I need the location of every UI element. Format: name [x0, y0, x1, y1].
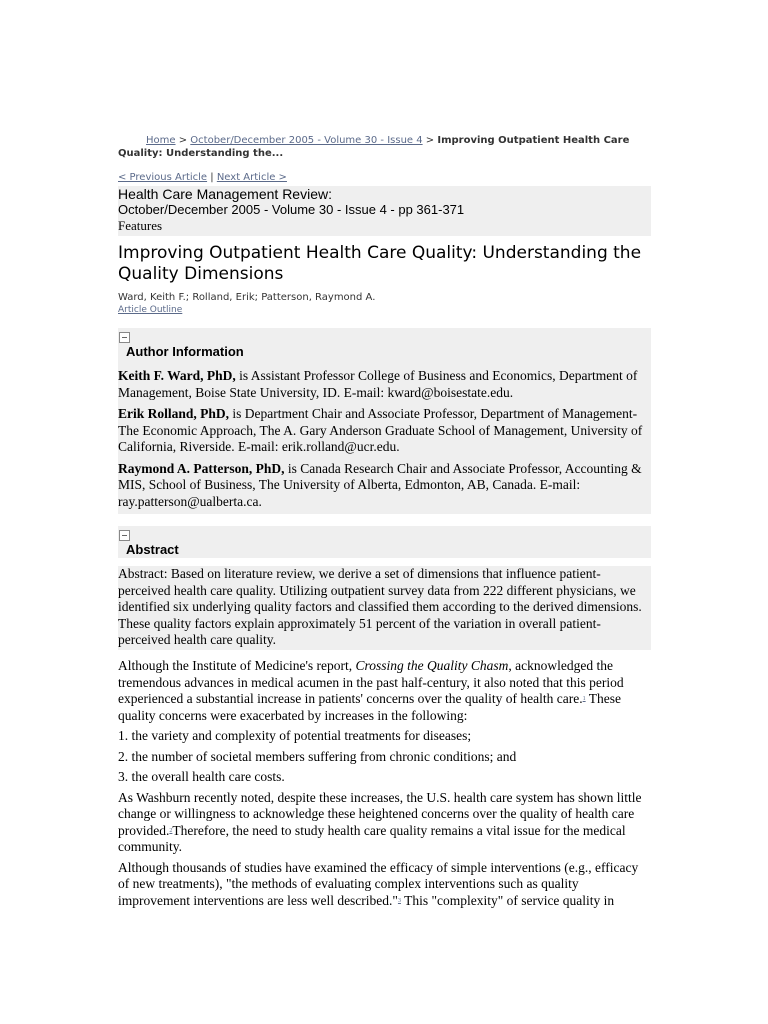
article-authors: Ward, Keith F.; Rolland, Erik; Patterson, Raymond A.	[118, 292, 376, 303]
author-information-header	[118, 328, 651, 361]
body-text: Although the Institute of Medicine's report,	[118, 658, 356, 673]
list-item: 3. the overall health care costs.	[118, 769, 285, 784]
body-text: This "complexity" of service quality in	[400, 892, 615, 908]
body-text: Although thousands of studies have examined the efficacy of simple interventions (e.g., efficacy of new treatments), "the methods of evaluating complex interventions such as quality improvement interventions are less well described."	[118, 859, 639, 908]
author-entry	[118, 368, 651, 401]
body-text: Therefore, the need to study health care quality remains a vital issue for the medical community.	[118, 822, 626, 854]
author-information	[118, 361, 651, 514]
author-entry	[118, 461, 651, 511]
article-outline-link[interactable]: Article Outline	[118, 305, 183, 315]
author-entry	[118, 406, 651, 456]
abstract-text: Abstract: Based on literature review, we derive a set of dimensions that influence patient-perceived health care quality. Utilizing outpatient survey data from 222 different physicians, we identified six underlying quality factors and classified them according to the derived dimensions. These quality factors explain approximately 51 percent of the variation in overall patient-perceived health care quality.	[118, 566, 642, 647]
article-title: Improving Outpatient Health Care Quality: Understanding the Quality Dimensions	[118, 243, 642, 284]
journal-info	[118, 186, 651, 236]
collapse-icon[interactable]	[119, 332, 130, 343]
abstract-header	[118, 526, 651, 558]
author-name: Raymond A. Patterson, PhD,	[118, 460, 285, 476]
body-paragraph	[118, 658, 651, 724]
author-name: Keith F. Ward, PhD,	[118, 368, 236, 383]
breadcrumb	[118, 134, 650, 160]
previous-article-link[interactable]: < Previous Article	[118, 172, 208, 183]
journal-section: Features	[118, 218, 163, 233]
article-nav	[118, 171, 287, 184]
abstract	[118, 566, 651, 650]
body-text: , acknowledged the tremendous advances in medical acumen in the past half-century, it also noted that this period experienced a substantial increase in patients' concerns over the quality of health care.	[118, 658, 624, 706]
body-paragraph	[118, 790, 651, 856]
list-item: 1. the variety and complexity of potential treatments for diseases;	[118, 728, 472, 743]
breadcrumb-separator: >	[178, 135, 188, 146]
reference-link[interactable]: 2	[169, 827, 173, 834]
journal-title: Health Care Management Review:	[118, 186, 332, 202]
abstract-heading: Abstract	[126, 542, 179, 557]
article-nav-divider: |	[210, 172, 214, 183]
author-bio: is Canada Research Chair and Associate Professor, Accounting & MIS, School of Business, The University of Alberta, Edmonton, AB, Canada. E-mail: ray.patterson@ualberta.ca.	[118, 460, 642, 509]
author-bio: is Department Chair and Associate Professor, Department of Management-The Economic Approach, The A. Gary Anderson Graduate School of Management, University of California, Riverside. E-mail: erik.rolland@ucr.edu.	[118, 406, 643, 454]
journal-issue: October/December 2005 - Volume 30 - Issue 4 - pp 361-371	[118, 202, 465, 217]
breadcrumb-home-link[interactable]: Home	[146, 135, 176, 146]
body-paragraph	[118, 860, 651, 910]
next-article-link[interactable]: Next Article >	[216, 172, 287, 183]
author-information-heading: Author Information	[126, 344, 244, 359]
collapse-icon[interactable]	[119, 530, 130, 541]
article-body	[118, 658, 651, 913]
book-title: Crossing the Quality Chasm	[355, 658, 509, 673]
breadcrumb-current: Improving Outpatient Health Care Quality: Understanding the...	[118, 135, 630, 159]
reference-link[interactable]: 1	[582, 696, 586, 702]
breadcrumb-issue-link[interactable]: October/December 2005 - Volume 30 - Issue 4	[190, 135, 423, 146]
reference-link[interactable]: 3	[397, 897, 401, 904]
author-bio: is Assistant Professor College of Business and Economics, Department of Management, Boise State University, ID. E-mail: kward@boisestate.edu.	[118, 368, 638, 400]
body-text: These quality concerns were exacerbated by increases in the following:	[118, 691, 621, 723]
author-name: Erik Rolland, PhD,	[118, 406, 230, 421]
list-item: 2. the number of societal members suffering from chronic conditions; and	[118, 748, 517, 764]
body-text: As Washburn recently noted, despite these increases, the U.S. health care system has shown little change or willingness to acknowledge these heightened concerns over the quality of health care provided.	[118, 789, 642, 838]
breadcrumb-separator: >	[425, 135, 435, 146]
